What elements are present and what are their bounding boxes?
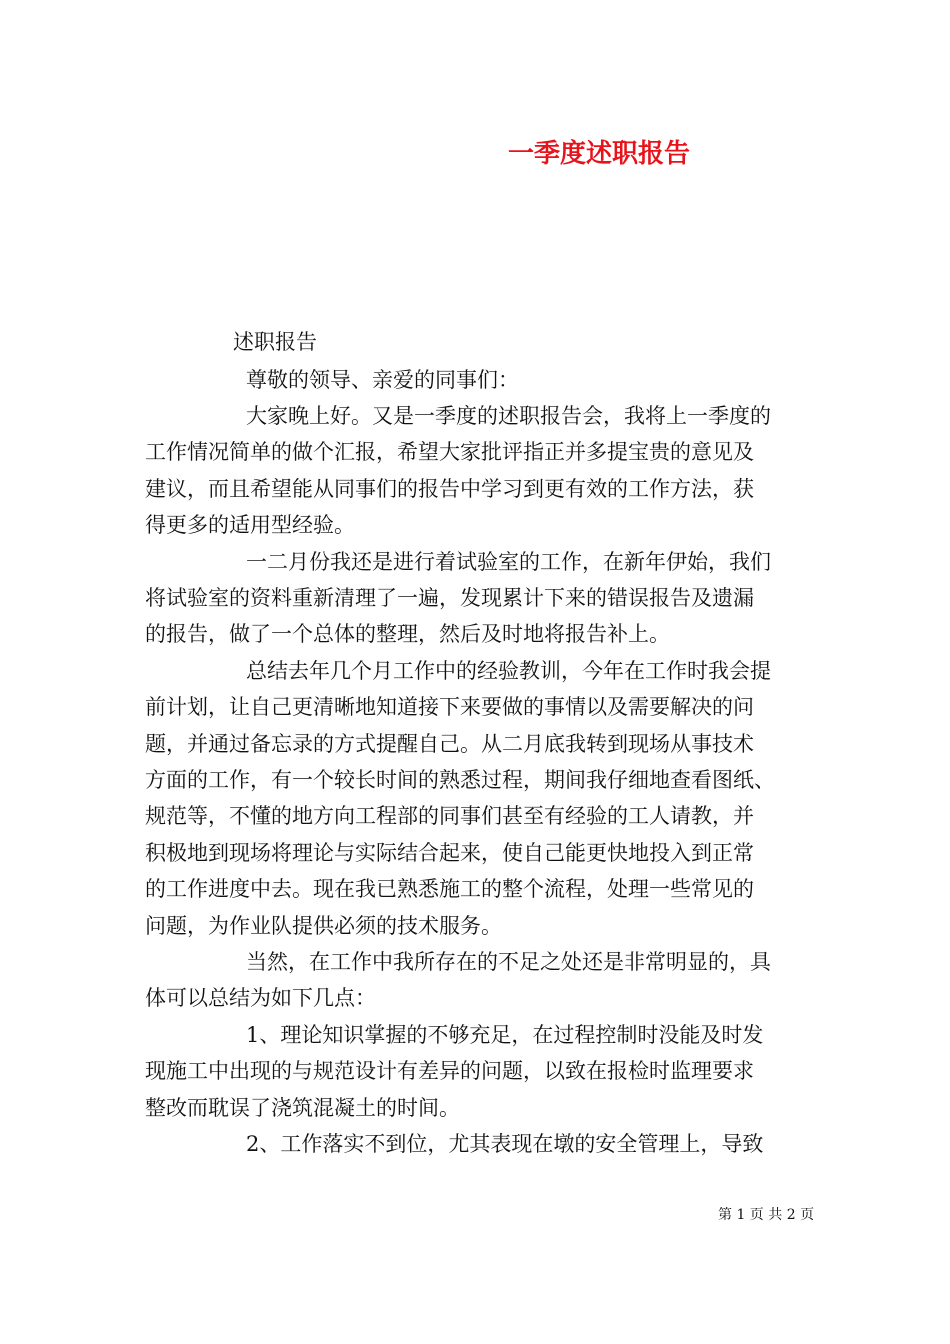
body-line: 方面的工作，有一个较长时间的熟悉过程，期间我仔细地查看图纸、 bbox=[145, 768, 775, 792]
body-line: 整改而耽误了浇筑混凝土的时间。 bbox=[145, 1096, 460, 1120]
body-line: 的工作进度中去。现在我已熟悉施工的整个流程，处理一些常见的 bbox=[145, 877, 754, 901]
body-line: 规范等，不懂的地方向工程部的同事们甚至有经验的工人请教，并 bbox=[145, 804, 754, 828]
body-line: 工作情况简单的做个汇报，希望大家批评指正并多提宝贵的意见及 bbox=[145, 440, 754, 464]
body-line: 题，并通过备忘录的方式提醒自己。从二月底我转到现场从事技术 bbox=[145, 732, 754, 756]
page-number-footer: 第 1 页 共 2 页 bbox=[718, 1207, 815, 1223]
document-title: 一季度述职报告 bbox=[508, 139, 691, 169]
body-line: 建议，而且希望能从同事们的报告中学习到更有效的工作方法，获 bbox=[145, 477, 754, 501]
document-heading: 述职报告 bbox=[233, 330, 317, 354]
body-line: 当然，在工作中我所存在的不足之处还是非常明显的，具 bbox=[246, 950, 771, 974]
body-line: 积极地到现场将理论与实际结合起来，使自己能更快地投入到正常 bbox=[145, 841, 754, 865]
body-line: 总结去年几个月工作中的经验教训，今年在工作时我会提 bbox=[246, 659, 771, 683]
body-line: 将试验室的资料重新清理了一遍，发现累计下来的错误报告及遗漏 bbox=[145, 586, 754, 610]
body-line: 2、工作落实不到位，尤其表现在墩的安全管理上，导致 bbox=[246, 1132, 764, 1156]
body-line: 体可以总结为如下几点： bbox=[145, 986, 376, 1010]
body-line: 前计划，让自己更清晰地知道接下来要做的事情以及需要解决的问 bbox=[145, 695, 754, 719]
salutation: 尊敬的领导、亲爱的同事们： bbox=[246, 368, 519, 392]
body-line: 的报告，做了一个总体的整理，然后及时地将报告补上。 bbox=[145, 622, 670, 646]
body-line: 现施工中出现的与规范设计有差异的问题，以致在报检时监理要求 bbox=[145, 1059, 754, 1083]
body-line: 一二月份我还是进行着试验室的工作，在新年伊始，我们 bbox=[246, 550, 771, 574]
body-line: 大家晚上好。又是一季度的述职报告会，我将上一季度的 bbox=[246, 404, 771, 428]
body-line: 得更多的适用型经验。 bbox=[145, 513, 355, 537]
body-line: 问题，为作业队提供必须的技术服务。 bbox=[145, 914, 502, 938]
body-line: 1、理论知识掌握的不够充足，在过程控制时没能及时发 bbox=[246, 1023, 764, 1047]
